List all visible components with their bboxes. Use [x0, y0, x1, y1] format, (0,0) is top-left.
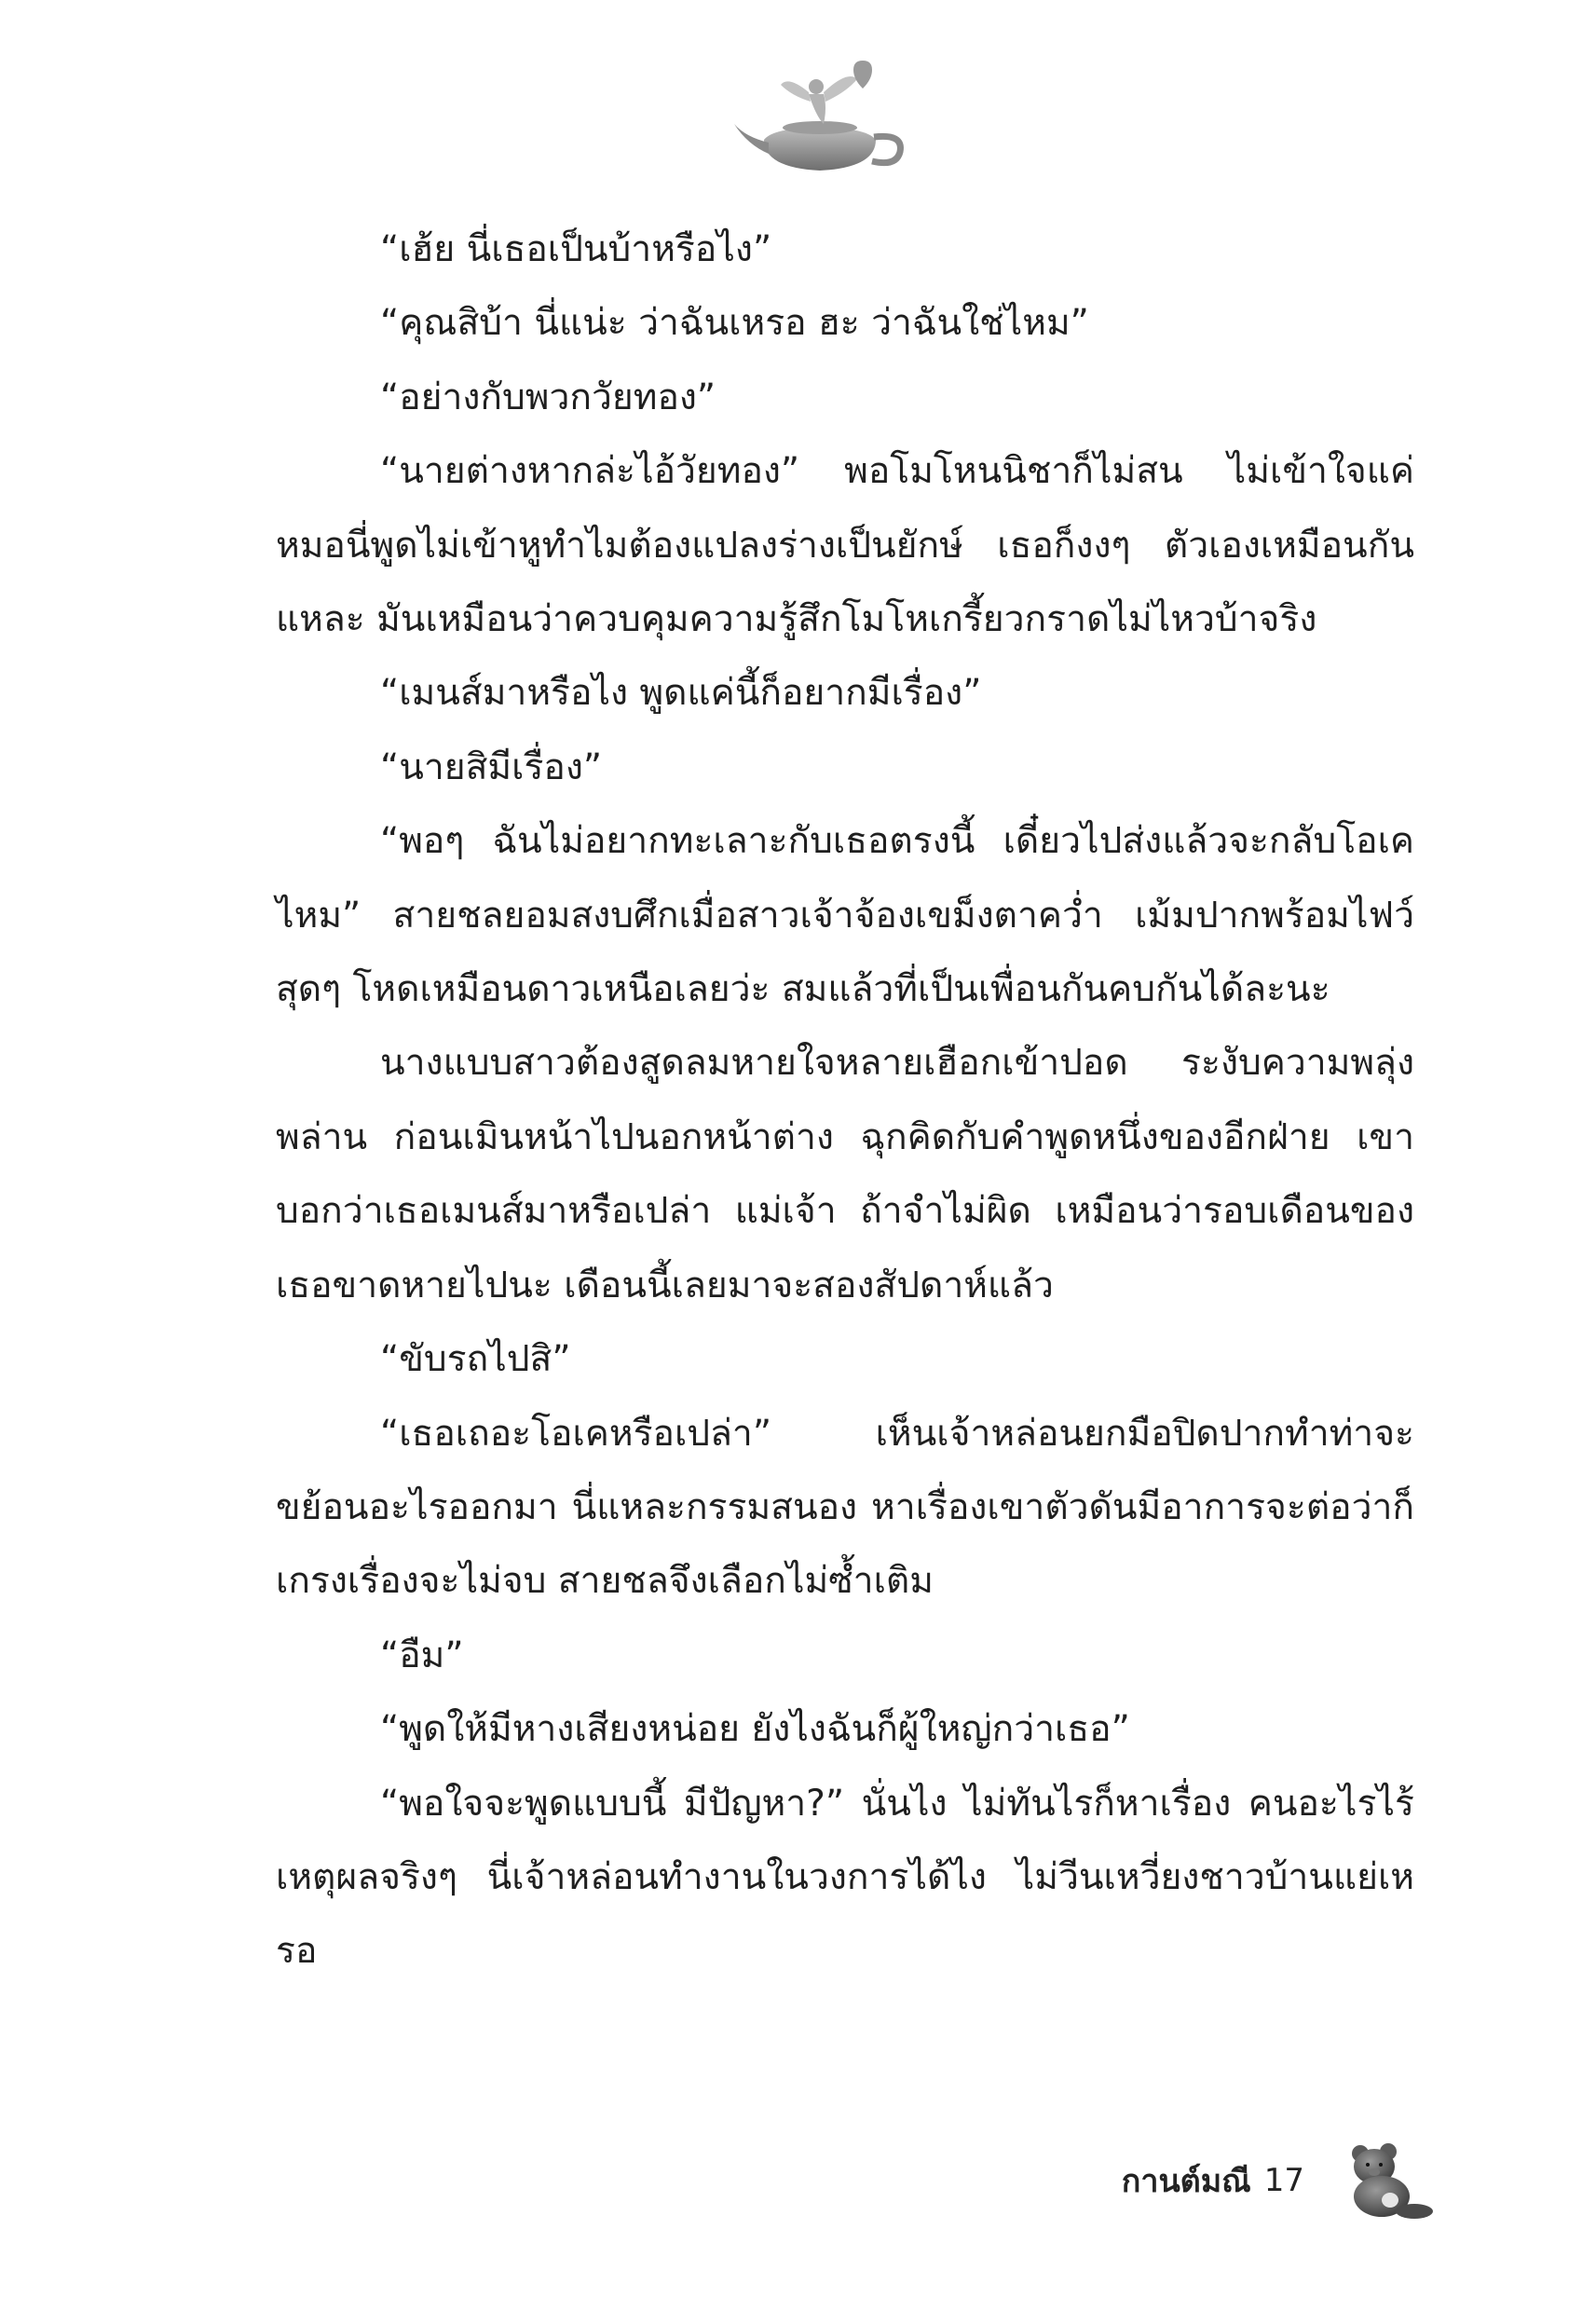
paragraph: นางแบบสาวต้องสูดลมหายใจหลายเฮือกเข้าปอด ระงับความพลุ่งพล่าน ก่อนเมินหน้าไปนอกหน้าต่าง ฉุกคิดกับคำพูดหนึ่งของอีกฝ่าย เขาบอกว่าเธอเมนส์มาหรือเปล่า แม่เจ้า ถ้าจำไม่ผิด เหมือนว่ารอบเดือนของเธอขาดหายไปนะ เดือนนี้เลยมาจะสองสัปดาห์แล้ว — [276, 1042, 1414, 1306]
paragraph: “เฮ้ย นี่เธอเป็นบ้าหรือไง” — [380, 228, 772, 270]
paragraph: “พูดให้มีหางเสียงหน่อย ยังไงฉันก็ผู้ใหญ่กว่าเธอ” — [380, 1708, 1130, 1751]
paragraph: “พอๆ ฉันไม่อยากทะเลาะกับเธอตรงนี้ เดี๋ยวไปส่งแล้วจะกลับโอเคไหม” สายชลยอมสงบศึกเมื่อสาวเจ้าจ้องเขม็งตาคว่ำ เม้มปากพร้อมไฟว์สุดๆ โหดเหมือนดาวเหนือเลยว่ะ สมแล้วที่เป็นเพื่อนกันคบกันได้ละนะ — [276, 820, 1414, 1011]
page-number: 17 — [1263, 2162, 1304, 2199]
paragraph: “เธอเถอะโอเคหรือเปล่า” เห็นเจ้าหล่อนยกมือปิดปากทำท่าจะขย้อนอะไรออกมา นี่แหละกรรมสนอง หาเรื่องเขาตัวดันมีอาการจะต่อว่าก็เกรงเรื่องจะไม่จบ สายชลจึงเลือกไม่ซ้ำเติม — [276, 1412, 1414, 1603]
body-text — [276, 212, 1414, 1989]
paragraph: “นายสิมีเรื่อง” — [380, 745, 603, 788]
paragraph: “คุณสิบ้า นี่แน่ะ ว่าฉันเหรอ ฮะ ว่าฉันใช่ไหม” — [380, 302, 1089, 345]
paragraph: “อย่างกับพวกวัยทอง” — [380, 376, 716, 418]
paragraph: “เมนส์มาหรือไง พูดแค่นี้ก็อยากมีเรื่อง” — [380, 672, 982, 715]
teapot-angel-ornament-icon — [727, 51, 913, 182]
paragraph: “นายต่างหากล่ะไอ้วัยทอง” พอโมโหนนิชาก็ไม่สน ไม่เข้าใจแค่หมอนี่พูดไม่เข้าหูทำไมต้องแปลงร่างเป็นยักษ์ เธอก็งงๆ ตัวเองเหมือนกันแหละ มันเหมือนว่าควบคุมความรู้สึกโมโหเกรี้ยวกราดไม่ไหวบ้าจริง — [276, 450, 1414, 641]
book-title: กานต์มณี — [1121, 2163, 1251, 2200]
page-footer — [1122, 2139, 1442, 2222]
teddy-bear-icon — [1340, 2139, 1442, 2222]
paragraph: “ขับรถไปสิ” — [380, 1338, 571, 1381]
paragraph: “อืม” — [380, 1634, 464, 1676]
paragraph: “พอใจจะพูดแบบนี้ มีปัญหา?” นั่นไง ไม่ทันไรก็หาเรื่อง คนอะไรไร้เหตุผลจริงๆ นี่เจ้าหล่อนทำงานในวงการได้ไง ไม่วีนเหวี่ยงชาวบ้านแย่เหรอ — [276, 1782, 1414, 1973]
